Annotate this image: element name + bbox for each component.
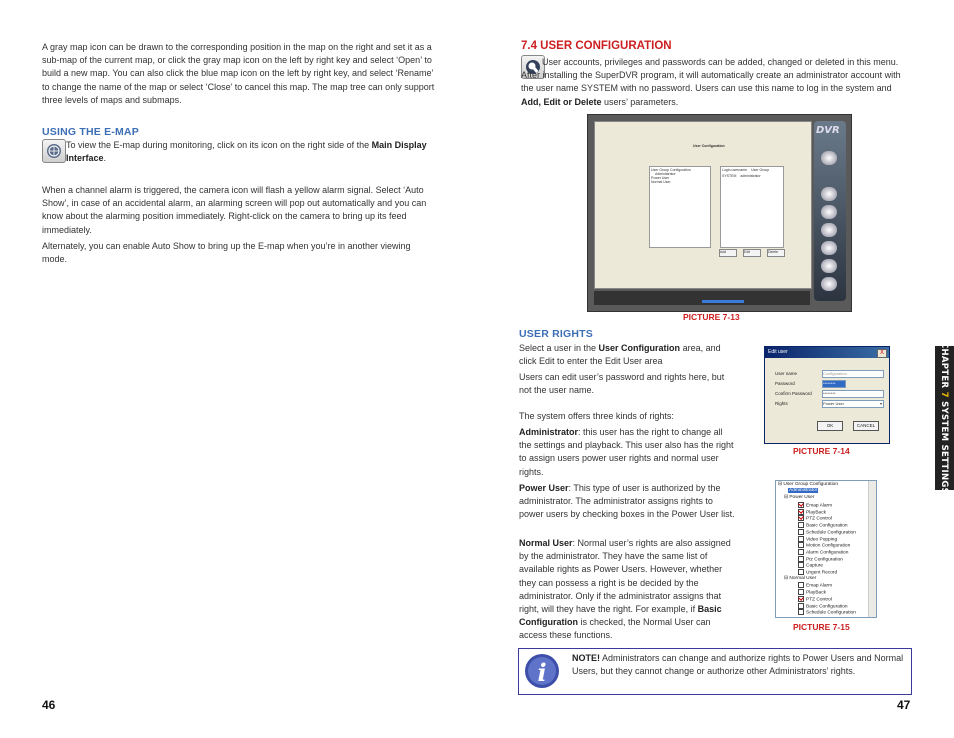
edit-user-dialog	[764, 346, 890, 444]
dvr-status-bar	[594, 291, 810, 305]
tree-checkbox-item[interactable]: Alarm Configuration	[798, 549, 848, 556]
password-label: Password	[775, 381, 795, 386]
tree-checkbox-item[interactable]: PlayBack	[798, 509, 826, 516]
svg-text:i: i	[537, 658, 547, 687]
info-icon	[522, 652, 562, 690]
control-button-icon[interactable]	[821, 187, 837, 201]
dvr-title: User Configuration	[693, 144, 725, 148]
user-configuration-screenshot	[587, 114, 852, 312]
tree-checkbox-item[interactable]: Basic Configuration	[798, 522, 848, 529]
tree-checkbox-item[interactable]: Motion Configuration	[798, 542, 850, 549]
section-paragraph: User accounts, privileges and passwords can be added, changed or deleted in this menu. After installing the SuperDVR program, it will automatically create an administrator account with the user name SYSTEM with no password. Users can use this name to log in the system and Add, Edit or Delete users’ parameters.	[521, 57, 901, 107]
tree-checkbox-item[interactable]: Basic Configuration	[798, 603, 848, 610]
dialog-title: Edit user	[765, 347, 889, 358]
checkbox[interactable]	[798, 596, 804, 602]
tree-checkbox-item[interactable]: Video Popping	[798, 536, 837, 543]
control-button-icon[interactable]	[821, 259, 837, 273]
tree-root[interactable]: ⊟ User Group Configuration	[778, 482, 839, 487]
dvr-logo: DVR	[816, 125, 840, 136]
checkbox[interactable]	[798, 549, 804, 555]
tree-power-user[interactable]: ⊟ Power User	[784, 495, 815, 500]
checkbox[interactable]	[798, 529, 804, 535]
cancel-button[interactable]: CANCEL	[853, 421, 879, 431]
ok-button[interactable]: OK	[817, 421, 843, 431]
dvr-user-tree: User Group Configuration Administrator Power User Normal User	[649, 166, 711, 248]
dvr-user-table: Login username User Group SYSTEM administrator	[720, 166, 784, 248]
emap-paragraph: To view the E-map during monitoring, click on its icon on the right side of the Main Display Interface.	[66, 140, 427, 164]
checkbox[interactable]	[798, 582, 804, 588]
power-user-paragraph: Power User: This type of user is authorized by the administrator. The administrator assigns rights to power users by checking boxes in the Power User list.	[519, 483, 735, 520]
rights-tree	[775, 480, 877, 618]
dvr-add-button[interactable]: Add	[719, 249, 737, 257]
confirm-password-field[interactable]: ********	[822, 390, 884, 398]
username-label: User name	[775, 371, 798, 376]
tree-admin[interactable]: Administrator	[789, 488, 818, 493]
tree-checkbox-item[interactable]: Schedule Configuration	[798, 529, 856, 536]
dvr-control-panel	[814, 121, 846, 301]
checkbox[interactable]	[798, 569, 804, 575]
rights-select[interactable]: Power User ▾	[823, 401, 882, 406]
dvr-edit-button[interactable]: Edit	[743, 249, 761, 257]
tree-scrollbar[interactable]	[868, 481, 876, 617]
tree-checkbox-item[interactable]: Ptz Configuration	[798, 556, 843, 563]
control-button-icon[interactable]	[821, 277, 837, 291]
dvr-window	[594, 121, 812, 289]
checkbox[interactable]	[798, 502, 804, 508]
user-rights-heading: USER RIGHTS	[519, 328, 593, 340]
alarm-paragraph: When a channel alarm is triggered, the camera icon will flash a yellow alarm signal. Select ‘Auto Show’, in case of an accidental alarm, an alarming screen will pop out automatically and you can know about the alarming position immediately. Right-click on the camera to bring up its feed immediately.	[42, 185, 427, 235]
auto-show-paragraph: Alternately, you can enable Auto Show to bring up the E-map when you’re in another viewing mode.	[42, 241, 411, 265]
checkbox[interactable]	[798, 603, 804, 609]
checkbox[interactable]	[798, 562, 804, 568]
intro-paragraph: A gray map icon can be drawn to the corresponding position in the map on the right and set it as a sub-map of the current map, or click the gray map icon on the left by right key and select ‘Open’ to build a new map. You can also click the blue map icon on the left by right key, and select ‘Rename’ to change the name of the map or select ‘Close’ to cancel this map. The map tree can only support three levels of maps and submaps.	[42, 42, 435, 105]
rights-paragraph-1: Select a user in the User Configuration area, and click Edit to enter the Edit User area	[519, 343, 721, 367]
rights-paragraph-2: Users can edit user’s password and rights here, but not the user name.	[519, 372, 725, 396]
control-button-icon[interactable]	[821, 205, 837, 219]
tree-checkbox-item[interactable]: PTZ Control	[798, 596, 832, 603]
tree-normal-user[interactable]: ⊟ Normal User	[784, 575, 817, 581]
note-text: NOTE! Administrators can change and authorize rights to Power Users and Normal Users, but they cannot change or authorize other Administrators’ rights.	[572, 653, 904, 677]
emap-icon	[42, 139, 66, 163]
picture-7-14-caption: PICTURE 7-14	[793, 446, 850, 456]
tree-checkbox-item[interactable]: Emap Alarm	[798, 582, 832, 589]
emap-heading: USING THE E-MAP	[42, 126, 139, 138]
rights-label: Rights	[775, 401, 788, 406]
chapter-tab: CHAPTER 7 SYSTEM SETTINGS	[935, 346, 954, 490]
section-heading: 7.4 USER CONFIGURATION	[521, 40, 672, 52]
page-number-left: 46	[42, 698, 56, 712]
checkbox[interactable]	[798, 515, 804, 521]
note-box	[518, 648, 912, 695]
password-field[interactable]: ********	[822, 380, 846, 388]
tree-checkbox-item[interactable]: PlayBack	[798, 589, 826, 596]
checkbox[interactable]	[798, 556, 804, 562]
rights-paragraph-3: The system offers three kinds of rights:	[519, 411, 674, 421]
page-number-right: 47	[897, 698, 911, 712]
checkbox[interactable]	[798, 522, 804, 528]
chevron-down-icon: ▾	[879, 401, 882, 406]
tree-checkbox-item[interactable]: Schedule Configuration	[798, 609, 856, 616]
picture-7-15-caption: PICTURE 7-15	[793, 622, 850, 632]
close-icon[interactable]: X	[877, 349, 887, 358]
checkbox[interactable]	[798, 536, 804, 542]
confirm-password-label: Confirm Password	[775, 391, 812, 396]
control-button-icon[interactable]	[821, 241, 837, 255]
administrator-paragraph: Administrator: this user has the right to change all the settings and playback. This user also has the right to assign users power user rights and normal user rights.	[519, 427, 734, 477]
tree-checkbox-item[interactable]: Urgent Record	[798, 569, 837, 576]
picture-7-13-caption: PICTURE 7-13	[683, 312, 740, 322]
checkbox[interactable]	[798, 542, 804, 548]
username-field[interactable]: Configuration	[822, 370, 884, 378]
checkbox[interactable]	[798, 589, 804, 595]
tree-checkbox-item[interactable]: Capture	[798, 562, 823, 569]
control-button-icon[interactable]	[821, 223, 837, 237]
tree-checkbox-item[interactable]: PTZ Control	[798, 515, 832, 522]
tree-checkbox-item[interactable]: Emap Alarm	[798, 502, 832, 509]
normal-user-paragraph: Normal User: Normal user’s rights are also assigned by the administrator. They have the same list of available rights as Power Users. However, whether they can possess a right is be decided by the administrator. Only if the administrator assigns that right, will they have the right. For example, if Basic Configuration is checked, the Normal User can access these functions.	[519, 538, 731, 641]
dvr-delete-button[interactable]: Delete	[767, 249, 785, 257]
checkbox[interactable]	[798, 609, 804, 615]
